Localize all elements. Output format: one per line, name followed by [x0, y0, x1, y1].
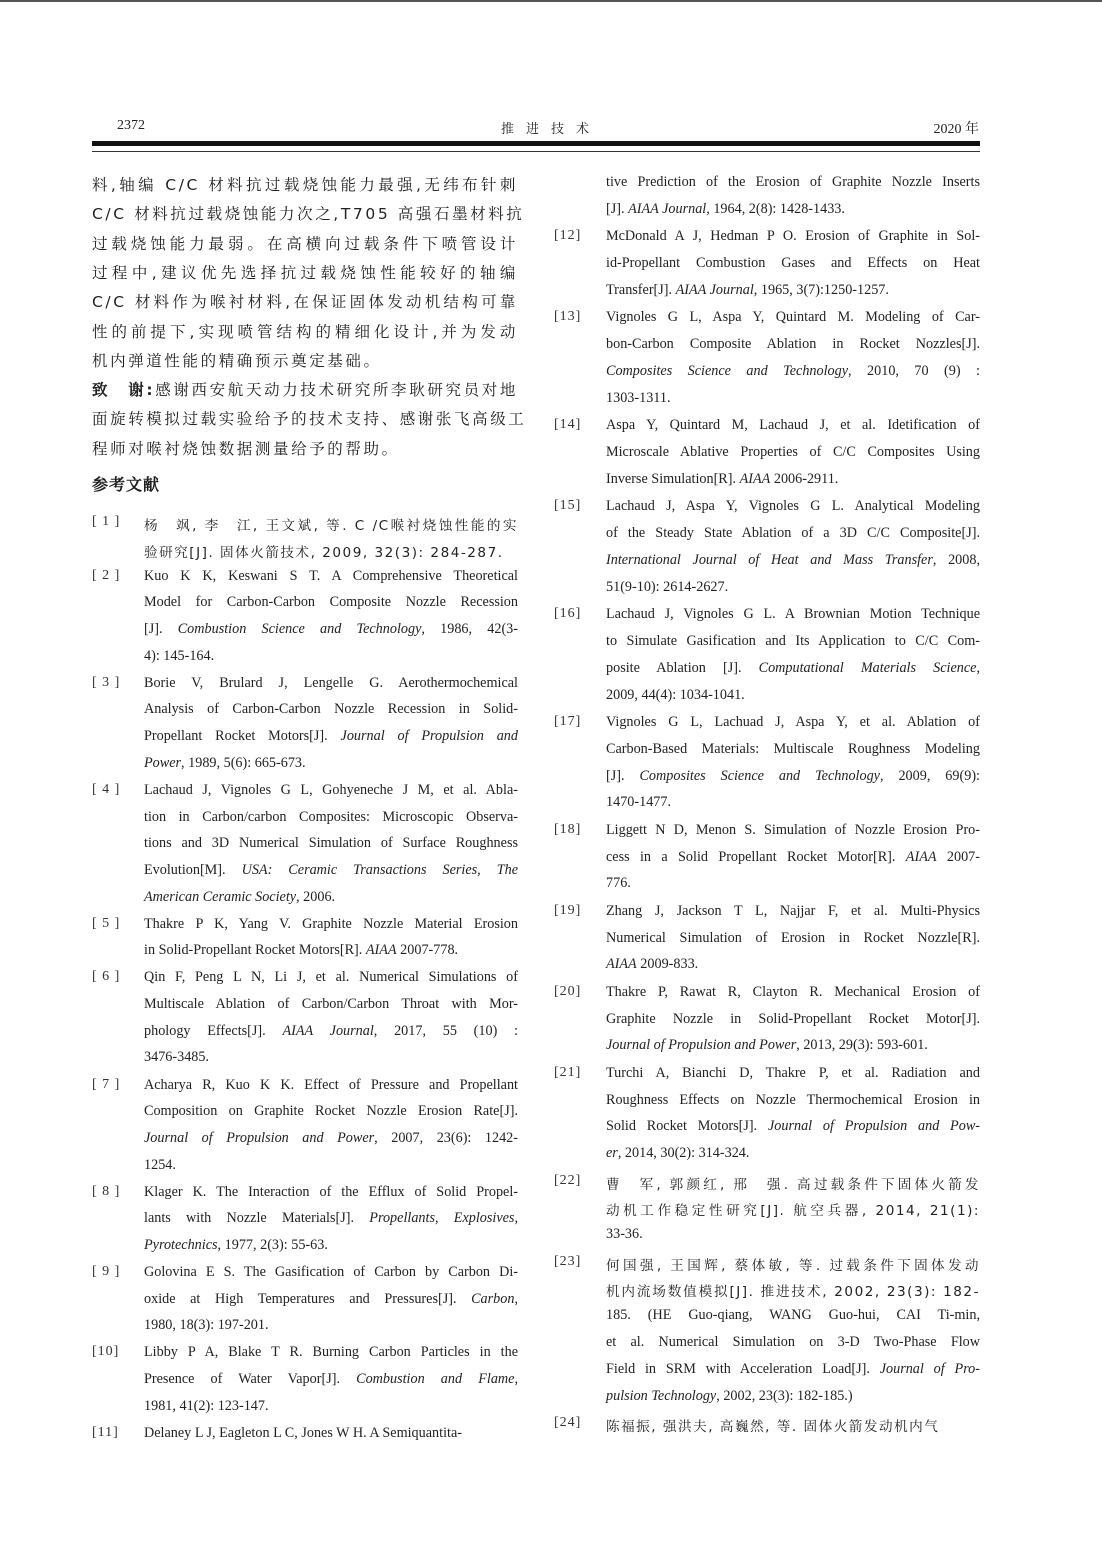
- reference-line: bon-Carbon Composite Ablation in Rocket Nozzles[J].: [606, 335, 980, 352]
- reference-line: 陈福振, 强洪夫, 高巍然, 等. 固体火箭发动机内气: [606, 1419, 940, 1436]
- reference-item: [554, 1065, 980, 1173]
- reference-item: [554, 822, 980, 903]
- reference-line: Kuo K K, Keswani S T. A Comprehensive Theoretical: [144, 567, 518, 584]
- reference-number: [24]: [554, 1415, 582, 1431]
- reference-line: 185. (HE Guo-qiang, WANG Guo-hui, CAI Ti-min,: [606, 1307, 980, 1324]
- reference-item: [554, 228, 980, 309]
- reference-line: Lachaud J, Vignoles G L. A Brownian Motion Technique: [606, 605, 980, 622]
- reference-line: AIAA 2009-833.: [606, 956, 699, 973]
- reference-line: Qin F, Peng L N, Li J, et al. Numerical Simulations of: [144, 969, 518, 986]
- reference-line: of the Steady State Ablation of a 3D C/C Composite[J].: [606, 524, 980, 541]
- reference-number: [ 9 ]: [92, 1264, 121, 1279]
- reference-line: Composition on Graphite Rocket Nozzle Erosion Rate[J].: [144, 1103, 518, 1120]
- reference-number: [22]: [554, 1172, 582, 1188]
- reference-line: Vignoles G L, Lachuad J, Aspa Y, et al. Ablation of: [606, 713, 980, 730]
- references-title: 参考文献: [92, 475, 161, 494]
- reference-line: [J]. AIAA Journal, 1964, 2(8): 1428-1433.: [606, 200, 845, 217]
- reference-number: [19]: [554, 902, 582, 918]
- reference-line: Composites Science and Technology, 2010, 70 (9) :: [606, 362, 980, 379]
- paragraph-line: 机内弹道性能的精确预示奠定基础。: [92, 351, 382, 370]
- reference-line: McDonald A J, Hedman P O. Erosion of Graphite in Sol-: [606, 228, 980, 245]
- reference-number: [ 4 ]: [92, 781, 121, 797]
- reference-line: Golovina E S. The Gasification of Carbon by Carbon Di-: [144, 1264, 518, 1280]
- reference-item: [92, 675, 518, 782]
- acknowledgement-label: 致 谢:: [92, 381, 156, 400]
- reference-line: Numerical Simulation of Erosion in Rocket Nozzle[R].: [606, 929, 980, 946]
- reference-number: [20]: [554, 983, 582, 999]
- reference-line: 杨 飒, 李 江, 王文斌, 等. C /C喉衬烧蚀性能的实: [144, 518, 518, 534]
- reference-number: [13]: [554, 309, 582, 325]
- page-number: 2372: [117, 118, 145, 133]
- paragraph-line: C/C 材料作为喉衬材料,在保证固体发动机结构可靠: [92, 293, 518, 312]
- reference-item: [92, 1344, 518, 1424]
- reference-line: 1303-1311.: [606, 389, 671, 406]
- reference-line: Multiscale Ablation of Carbon/Carbon Throat with Mor-: [144, 996, 518, 1013]
- acknowledgement-line: [92, 378, 518, 400]
- reference-line: er, 2014, 30(2): 314-324.: [606, 1145, 750, 1162]
- reference-line: 1980, 18(3): 197-201.: [144, 1317, 269, 1334]
- reference-line: Pyrotechnics, 1977, 2(3): 55-63.: [144, 1236, 328, 1253]
- reference-line: Microscale Ablative Properties of C/C Composites Using: [606, 443, 980, 460]
- reference-line: et al. Numerical Simulation on 3-D Two-Phase Flow: [606, 1334, 980, 1351]
- reference-line: Journal of Propulsion and Power, 2013, 29(3): 593-601.: [606, 1037, 928, 1054]
- paragraph-line: C/C 材料抗过载烧蚀能力次之,T705 高强石墨材料抗: [92, 205, 525, 224]
- reference-line: id-Propellant Combustion Gases and Effects on Heat: [606, 254, 980, 271]
- reference-line: Klager K. The Interaction of the Efflux of Solid Propel-: [144, 1183, 518, 1200]
- reference-line: pulsion Technology, 2002, 23(3): 182-185.): [606, 1388, 853, 1405]
- reference-number: [ 7 ]: [92, 1076, 121, 1092]
- reference-line: 776.: [606, 875, 631, 892]
- reference-item: [92, 568, 518, 675]
- reference-number: [15]: [554, 498, 582, 513]
- reference-number: [12]: [554, 228, 582, 244]
- reference-line: posite Ablation [J]. Computational Materials Science,: [606, 659, 980, 676]
- reference-item: [92, 1077, 518, 1184]
- reference-item: [92, 782, 518, 916]
- reference-line: 33-36.: [606, 1226, 643, 1243]
- acknowledgement-line: 程师对喉衬烧蚀数据测量给予的帮助。: [92, 439, 400, 458]
- reference-line: Libby P A, Blake T R. Burning Carbon Particles in the: [144, 1344, 518, 1361]
- reference-line: Inverse Simulation[R]. AIAA 2006-2911.: [606, 470, 839, 487]
- reference-line: Lachaud J, Vignoles G L, Gohyeneche J M, et al. Abla-: [144, 781, 518, 798]
- reference-line: 1470-1477.: [606, 794, 672, 811]
- reference-item: [92, 916, 518, 969]
- reference-line: Field in SRM with Acceleration Load[J]. Journal of Pro-: [606, 1361, 981, 1378]
- reference-line: 动机工作稳定性研究[J]. 航空兵器, 2014, 21(1):: [606, 1203, 980, 1220]
- paragraph-line: 性的前提下,实现喷管结构的精细化设计,并为发动: [92, 322, 518, 341]
- reference-number: [10]: [92, 1344, 120, 1360]
- reference-number: [11]: [92, 1424, 119, 1440]
- reference-item: [554, 1415, 980, 1442]
- reference-line: oxide at High Temperatures and Pressures[J]. Carbon,: [144, 1290, 518, 1307]
- reference-number: [ 3 ]: [92, 674, 121, 690]
- reference-line: 2009, 44(4): 1034-1041.: [606, 686, 745, 703]
- reference-line: 曹 军, 郭颜红, 邢 强. 高过载条件下固体火箭发: [606, 1176, 980, 1193]
- reference-item: [554, 417, 980, 498]
- reference-line: 3476-3485.: [144, 1049, 210, 1066]
- reference-line: 验研究[J]. 固体火箭技术, 2009, 32(3): 284-287.: [144, 544, 504, 561]
- reference-number: [ 2 ]: [92, 567, 121, 583]
- reference-number: [16]: [554, 605, 582, 621]
- reference-line: tive Prediction of the Erosion of Graphite Nozzle Inserts: [606, 174, 980, 190]
- reference-number: [21]: [554, 1064, 582, 1080]
- reference-line: [J]. Composites Science and Technology, 2009, 69(9):: [606, 767, 980, 784]
- reference-line: Delaney L J, Eagleton L C, Jones W H. A Semiquantita-: [144, 1424, 462, 1441]
- reference-item: [554, 1254, 980, 1415]
- reference-line: Presence of Water Vapor[J]. Combustion and Flame,: [144, 1371, 518, 1388]
- reference-line: 1254.: [144, 1156, 176, 1173]
- paragraph-line: 过载烧蚀能力最弱。在高横向过载条件下喷管设计: [92, 234, 518, 253]
- reference-item: [554, 1173, 980, 1254]
- journal-name: 推进技术: [500, 122, 601, 137]
- reference-line: Liggett N D, Menon S. Simulation of Nozzle Erosion Pro-: [606, 821, 980, 838]
- reference-item: [554, 903, 980, 984]
- reference-item: [554, 714, 980, 822]
- reference-number: [17]: [554, 713, 582, 729]
- reference-line: Acharya R, Kuo K K. Effect of Pressure and Propellant: [144, 1076, 518, 1093]
- reference-line: Evolution[M]. USA: Ceramic Transactions Series, The: [144, 861, 518, 878]
- reference-line: Analysis of Carbon-Carbon Nozzle Recession in Solid-: [144, 701, 518, 718]
- reference-line: Thakre P, Rawat R, Clayton R. Mechanical Erosion of: [606, 983, 980, 1000]
- reference-item: [554, 174, 980, 228]
- reference-number: [23]: [554, 1253, 582, 1269]
- reference-number: [ 1 ]: [92, 514, 121, 529]
- right-column: [554, 0, 980, 1546]
- reference-line: Lachaud J, Aspa Y, Vignoles G L. Analytical Modeling: [606, 498, 980, 514]
- reference-number: [ 8 ]: [92, 1183, 121, 1199]
- reference-line: Propellant Rocket Motors[J]. Journal of Propulsion and: [144, 728, 518, 745]
- reference-line: lants with Nozzle Materials[J]. Propellants, Explosives,: [144, 1210, 518, 1227]
- reference-item: [92, 1264, 518, 1344]
- reference-item: [554, 309, 980, 417]
- reference-line: 4): 145-164.: [144, 647, 215, 664]
- reference-item: [554, 606, 980, 714]
- publication-year: 2020 年: [933, 122, 979, 137]
- left-column: [92, 0, 527, 1546]
- reference-line: tion in Carbon/carbon Composites: Microscopic Observa-: [144, 808, 518, 825]
- reference-line: Borie V, Brulard J, Lengelle G. Aerothermochemical: [144, 674, 518, 691]
- reference-line: to Simulate Gasification and Its Application to C/C Com-: [606, 632, 980, 649]
- reference-item: [92, 1425, 518, 1452]
- reference-item: [92, 514, 518, 567]
- reference-item: [554, 984, 980, 1065]
- reference-item: [554, 498, 980, 606]
- reference-number: [ 5 ]: [92, 915, 121, 931]
- reference-item: [92, 1184, 518, 1264]
- reference-line: Turchi A, Bianchi D, Thakre P, et al. Radiation and: [606, 1064, 980, 1081]
- reference-line: 1981, 41(2): 123-147.: [144, 1397, 269, 1414]
- paragraph-line: 过程中,建议优先选择抗过载烧蚀性能较好的轴编: [92, 263, 518, 282]
- reference-item: [92, 969, 518, 1076]
- paragraph-line: 料,轴编 C/C 材料抗过载烧蚀能力最强,无纬布针刺: [92, 176, 518, 194]
- reference-line: 机内流场数值模拟[J]. 推进技术, 2002, 23(3): 182-: [606, 1284, 980, 1301]
- reference-line: Zhang J, Jackson T L, Najjar F, et al. Multi-Physics: [606, 902, 980, 919]
- reference-line: 51(9-10): 2614-2627.: [606, 578, 729, 595]
- reference-line: cess in a Solid Propellant Rocket Motor[R]. AIAA 2007-: [606, 848, 980, 865]
- reference-line: 何国强, 王国辉, 蔡体敏, 等. 过载条件下固体发动: [606, 1257, 980, 1274]
- reference-line: International Journal of Heat and Mass Transfer, 2008,: [606, 551, 980, 568]
- reference-line: Model for Carbon-Carbon Composite Nozzle Recession: [144, 594, 518, 611]
- reference-line: [J]. Combustion Science and Technology, 1986, 42(3-: [144, 621, 518, 638]
- reference-line: in Solid-Propellant Rocket Motors[R]. AIAA 2007-778.: [144, 942, 459, 959]
- reference-line: Transfer[J]. AIAA Journal, 1965, 3(7):1250-1257.: [606, 281, 889, 298]
- reference-line: Solid Rocket Motors[J]. Journal of Propulsion and Pow-: [606, 1118, 981, 1135]
- reference-number: [14]: [554, 417, 582, 432]
- acknowledgement-line: 面旋转模拟过载实验给予的技术支持、感谢张飞高级工: [92, 410, 527, 429]
- reference-line: phology Effects[J]. AIAA Journal, 2017, 55 (10) :: [144, 1022, 519, 1039]
- reference-line: tions and 3D Numerical Simulation of Surface Roughness: [144, 835, 518, 852]
- reference-line: Power, 1989, 5(6): 665-673.: [144, 754, 306, 771]
- reference-number: [18]: [554, 821, 582, 837]
- reference-line: Vignoles G L, Aspa Y, Quintard M. Modeling of Car-: [606, 309, 980, 326]
- reference-line: American Ceramic Society, 2006.: [144, 888, 336, 905]
- reference-line: Journal of Propulsion and Power, 2007, 23(6): 1242-: [144, 1129, 518, 1146]
- reference-line: Aspa Y, Quintard M, Lachaud J, et al. Idetification of: [606, 417, 980, 433]
- reference-line: Graphite Nozzle in Solid-Propellant Rocket Motor[J].: [606, 1010, 980, 1027]
- reference-line: Thakre P K, Yang V. Graphite Nozzle Material Erosion: [144, 915, 518, 932]
- reference-line: Carbon-Based Materials: Multiscale Roughness Modeling: [606, 740, 980, 757]
- reference-line: Roughness Effects on Nozzle Thermochemical Erosion in: [606, 1091, 980, 1108]
- acknowledgement-text: 感谢西安航天动力技术研究所李耿研究员对地: [155, 381, 518, 400]
- reference-number: [ 6 ]: [92, 969, 121, 985]
